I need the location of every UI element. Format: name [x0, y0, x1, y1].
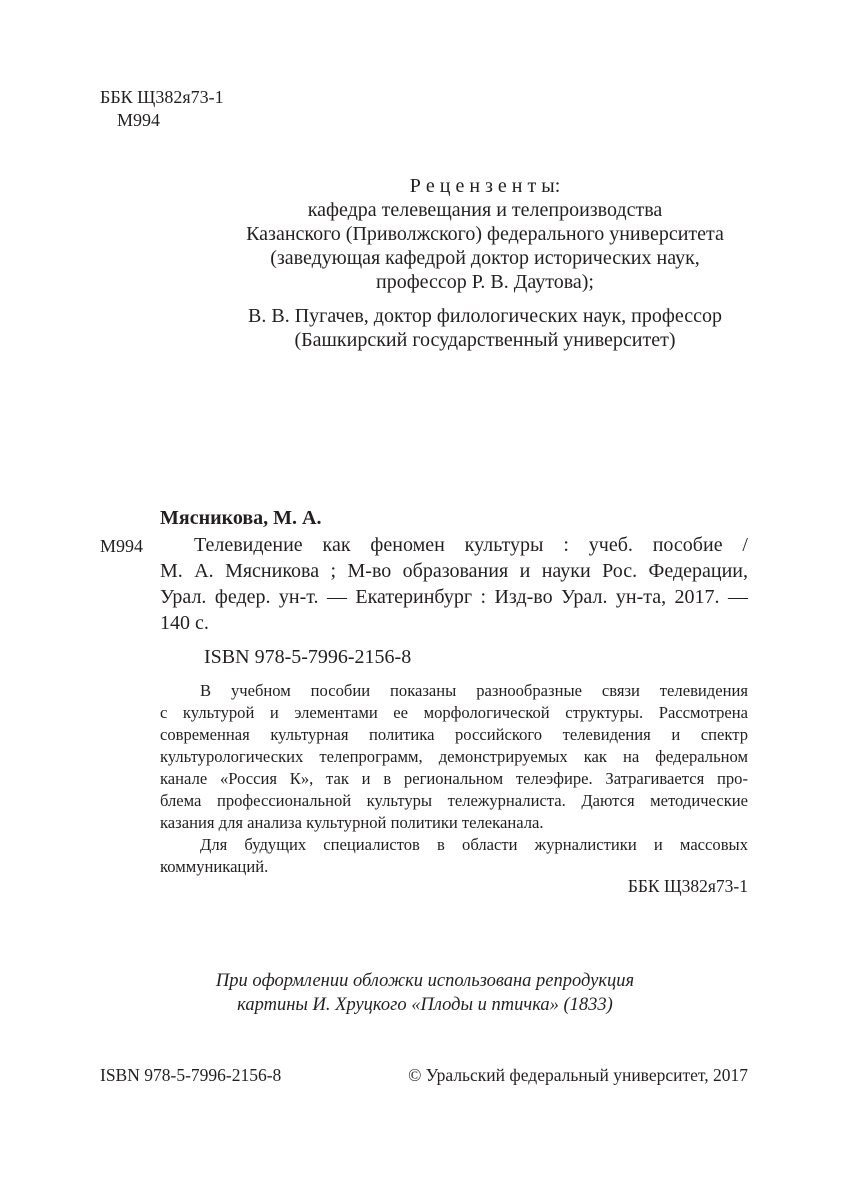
record-isbn: ISBN 978-5-7996-2156-8 — [204, 646, 412, 668]
cover-note-line: При оформлении обложки использована репродукция — [215, 971, 635, 991]
abstract-line: коммуникаций. — [160, 857, 269, 876]
reviewers-title: Р е ц е н з е н т ы: — [409, 175, 561, 197]
abstract-line: В учебном пособии показаны разнообразные связи телевидения — [200, 681, 748, 700]
record-code: М994 — [100, 536, 144, 556]
abstract-line: канале «Россия К», так и в региональном телеэфире. Затрагивается про- — [160, 769, 748, 788]
record-line: Урал. федер. ун-т. — Екатеринбург : Изд-во Урал. ун-та, 2017. — — [160, 586, 748, 608]
reviewer-line: (заведующая кафедрой доктор исторических наук, — [270, 247, 700, 269]
abstract-line: современная культурная политика российского телевидения и спектр — [160, 725, 748, 744]
bbk-index: ББК Щ382я73-1 — [100, 87, 224, 107]
cover-note-line: картины И. Хруцкого «Плоды и птичка» (1833) — [237, 995, 613, 1015]
record-line: 140 с. — [160, 612, 209, 634]
abstract-line: с культурой и элементами ее морфологической структуры. Рассмотрена — [160, 703, 748, 722]
footer-copyright: © Уральский федеральный университет, 2017 — [408, 1065, 748, 1085]
abstract-bbk: ББК Щ382я73-1 — [627, 876, 748, 896]
record-author: Мясникова, М. А. — [160, 507, 322, 529]
author-code: М994 — [117, 110, 161, 130]
abstract-line: казания для анализа культурной политики телеканала. — [160, 813, 544, 832]
record-line: М. А. Мясникова ; М-во образования и науки Рос. Федерации, — [160, 560, 748, 582]
reviewer-line: профессор Р. В. Даутова); — [375, 271, 594, 293]
abstract-line: блема профессиональной культуры тележурналиста. Даются методические — [160, 791, 748, 810]
reviewer-line: (Башкирский государственный университет) — [294, 329, 676, 351]
reviewer-line: Казанского (Приволжского) федерального университета — [246, 223, 724, 245]
footer-isbn: ISBN 978-5-7996-2156-8 — [100, 1065, 282, 1085]
record-line: Телевидение как феномен культуры : учеб. пособие / — [194, 534, 748, 556]
reviewer-line: В. В. Пугачев, доктор филологических наук, профессор — [248, 305, 722, 327]
abstract-line: культурологических телепрограмм, демонстрируемых как на федеральном — [160, 747, 748, 766]
reviewer-line: кафедра телевещания и телепроизводства — [307, 199, 663, 221]
abstract-line: Для будущих специалистов в области журналистики и массовых — [200, 835, 748, 854]
